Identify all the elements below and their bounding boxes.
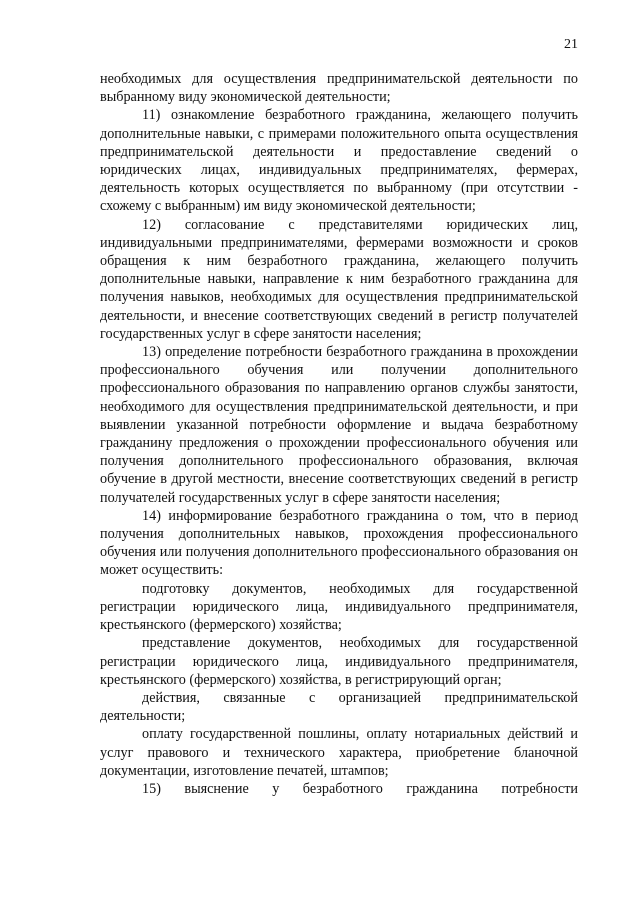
paragraph-subitem-payment: оплату государственной пошлины, оплату нотариальных действий и услуг правового и технического характера, приобретение бланочной документации, изготовление печатей, штампов; <box>100 726 578 779</box>
paragraph-subitem-preparation: подготовку документов, необходимых для государственной регистрации юридического лица, индивидуального предпринимателя, крестьянского (фермерского) хозяйства; <box>100 580 578 634</box>
document-body <box>100 70 578 798</box>
paragraph-subitem-submission: представление документов, необходимых для государственной регистрации юридического лица, индивидуального предпринимателя, крестьянского (фермерского) хозяйства, в регистрирующий орган; <box>100 635 578 688</box>
paragraph-item-12: 12) согласование с представителями юридических лиц, индивидуальными предпринимателями, фермерами возможности и сроков обращения к ним безработного гражданина, желающего получить дополнительные навыки, направление к ним безработного гражданина для получения навыков, необходимых для осуществления предпринимательской деятельности, и внесение соответствующих сведений в регистр получателей государственных услуг в сфере занятости населения; <box>100 216 578 342</box>
paragraph-continuation: необходимых для осуществления предпринимательской деятельности по выбранному виду экономической деятельности; <box>100 71 578 106</box>
paragraph-item-15: 15) выяснение у безработного гражданина потребности <box>142 780 578 797</box>
page-number: 21 <box>564 37 578 52</box>
paragraph-item-11: 11) ознакомление безработного гражданина, желающего получить дополнительные навыки, с примерами положительного опыта осуществления предпринимательской деятельности и предоставление сведений о юридических лицах, индивидуальных предпринимателях, фермерах, деятельность которых осуществляется по выбранному (при отсутствии - схожему с выбранным) им виду экономической деятельности; <box>100 107 578 215</box>
paragraph-item-13: 13) определение потребности безработного гражданина в прохождении профессионального обучения или получении дополнительного профессионального образования по направлению органов службы занятости, необходимого для осуществления предпринимательской деятельности, и при выявлении указанной потребности оформление и выдача безработному гражданину предложения о прохождении профессионального обучения или получения дополнительного профессионального образования, включая обучение в другой местности, внесение соответствующих сведений в регистр получателей государственных услуг в сфере занятости населения; <box>100 344 578 506</box>
paragraph-item-14: 14) информирование безработного гражданина о том, что в период получения дополнительных навыков, прохождения профессионального обучения или получения дополнительного профессионального образования он может осуществить: <box>100 507 578 579</box>
paragraph-subitem-organization: действия, связанные с организацией предпринимательской деятельности; <box>100 689 578 725</box>
